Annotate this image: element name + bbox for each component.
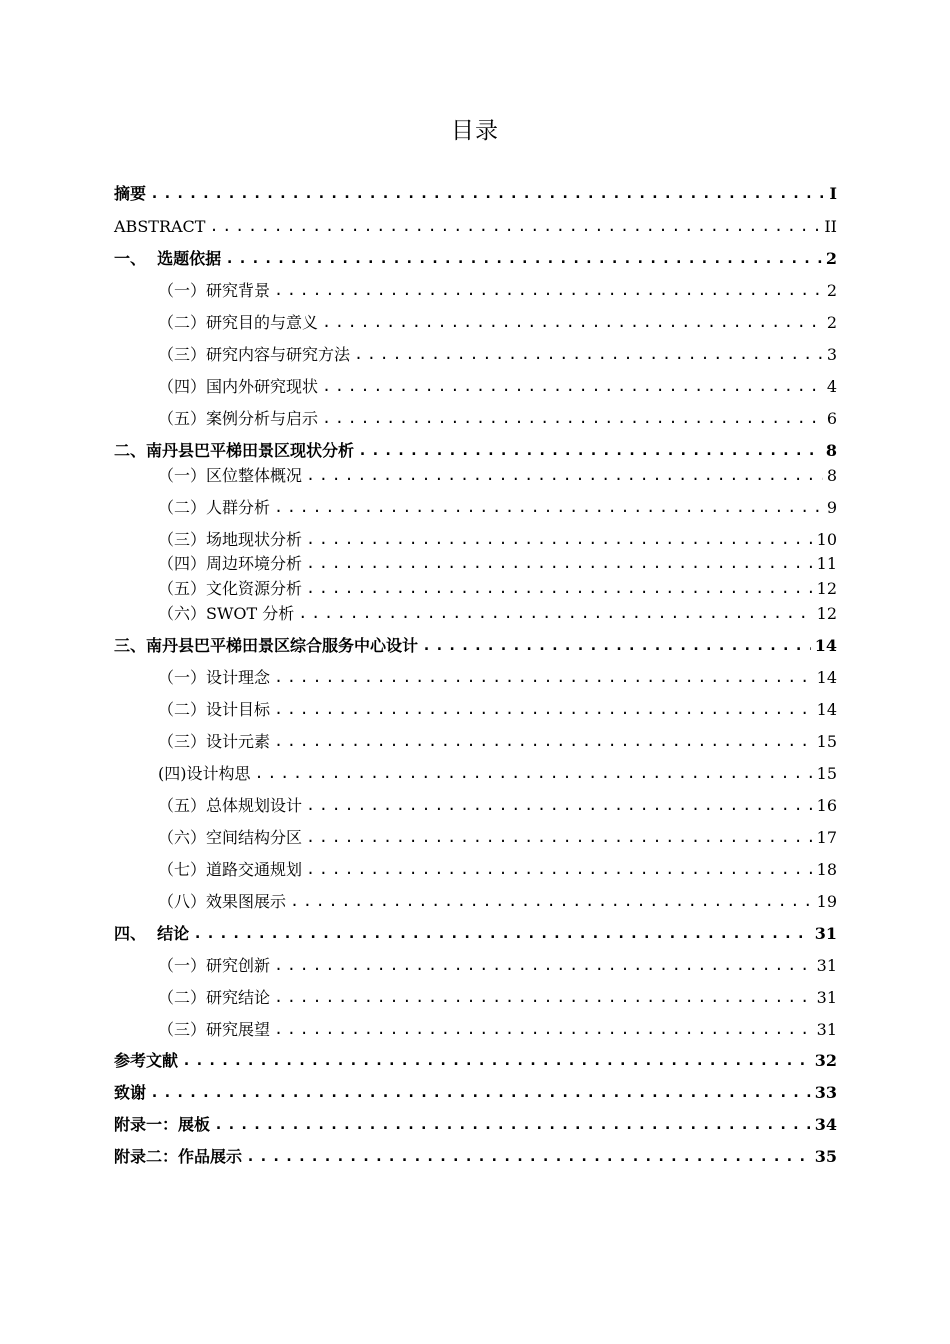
toc-entry	[158, 281, 837, 301]
toc-entry-label: （三）研究展望	[158, 1020, 271, 1039]
dot-leader	[306, 553, 813, 573]
dot-leader	[274, 955, 813, 975]
toc-entry-page-number: 2	[826, 281, 837, 300]
toc-entry	[158, 956, 837, 976]
toc-entry-label: ABSTRACT	[114, 217, 206, 236]
toc-entry-page-number: 31	[816, 1020, 837, 1039]
toc-entry	[158, 604, 837, 624]
toc-entry-page-number: 2	[826, 313, 837, 332]
dot-leader	[182, 1050, 811, 1070]
toc-entry-label: 一、 选题依据	[114, 249, 222, 268]
dot-leader	[193, 923, 811, 943]
dot-leader	[246, 1146, 811, 1166]
toc-entry-label: （三）设计元素	[158, 732, 271, 751]
toc-entry-label: （二）设计目标	[158, 700, 271, 719]
dot-leader	[298, 603, 812, 623]
dot-leader	[306, 578, 813, 598]
toc-entry-label: （一）研究创新	[158, 956, 271, 975]
toc-entry-page-number: 8	[825, 441, 837, 460]
dot-leader	[150, 1082, 811, 1102]
toc-entry-label: （六）空间结构分区	[158, 828, 303, 847]
dot-leader	[306, 859, 813, 879]
toc-entry	[158, 377, 837, 397]
toc-entry	[158, 313, 837, 333]
toc-entry	[158, 554, 837, 574]
toc-entry	[158, 409, 837, 429]
toc-entry-page-number: 19	[816, 892, 837, 911]
toc-entry-label: （二）研究结论	[158, 988, 271, 1007]
dot-leader	[306, 827, 813, 847]
toc-entry-page-number: 31	[816, 988, 837, 1007]
toc-entry-label: 摘要	[114, 184, 147, 203]
toc-entry	[158, 796, 837, 816]
toc-entry-page-number: 2	[825, 249, 837, 268]
dot-leader	[274, 699, 813, 719]
toc-entry	[114, 924, 837, 944]
toc-entry-page-number: 33	[814, 1083, 837, 1102]
toc-entry	[114, 1051, 837, 1071]
toc-entry	[158, 732, 837, 752]
toc-entry-label: （三）研究内容与研究方法	[158, 345, 351, 364]
toc-entry-label: （六）SWOT 分析	[158, 604, 295, 623]
toc-entry-page-number: 15	[816, 732, 837, 751]
toc-entry	[114, 249, 837, 269]
toc-entry-page-number: II	[824, 217, 837, 236]
toc-entry-page-number: 34	[814, 1115, 837, 1134]
toc-entry	[114, 1083, 837, 1103]
toc-entry-page-number: 35	[814, 1147, 837, 1166]
dot-leader	[422, 635, 811, 655]
toc-entry	[158, 1020, 837, 1040]
toc-entry-label: （三）场地现状分析	[158, 530, 303, 549]
toc-entry-page-number: 11	[816, 554, 837, 573]
toc-entry	[158, 828, 837, 848]
toc-entry-page-number: 18	[816, 860, 837, 879]
toc-entry-page-number: 16	[816, 796, 837, 815]
toc-entry	[158, 498, 837, 518]
toc-entry-label: 二、南丹县巴平梯田景区现状分析	[114, 441, 355, 460]
dot-leader	[322, 408, 823, 428]
toc-entry-label: 附录一：展板	[114, 1115, 211, 1134]
toc-entry-label: （五）总体规划设计	[158, 796, 303, 815]
toc-entry-page-number: 12	[816, 604, 837, 623]
toc-entry-label: （四）国内外研究现状	[158, 377, 319, 396]
toc-entry	[114, 1147, 837, 1167]
toc-entry	[158, 345, 837, 365]
toc-entry-page-number: 32	[814, 1051, 837, 1070]
toc-entry-page-number: 4	[826, 377, 837, 396]
toc-entry-page-number: 12	[816, 579, 837, 598]
dot-leader	[255, 763, 813, 783]
toc-entry-page-number: 10	[816, 530, 837, 549]
toc-entry-label: 四、 结论	[114, 924, 190, 943]
toc-entry	[158, 530, 837, 550]
toc-entry	[158, 988, 837, 1008]
toc-entry	[158, 668, 837, 688]
toc-entry-page-number: I	[829, 184, 837, 203]
toc-entry-label: （二）研究目的与意义	[158, 313, 319, 332]
dot-leader	[274, 667, 813, 687]
toc-entry-label: (四)设计构思	[158, 764, 251, 783]
toc-entry-label: 参考文献	[114, 1051, 179, 1070]
dot-leader	[150, 183, 826, 203]
toc-entry-page-number: 31	[816, 956, 837, 975]
dot-leader	[306, 465, 823, 485]
toc-entry-page-number: 14	[816, 668, 837, 687]
toc-entry-page-number: 14	[814, 636, 837, 655]
toc-entry	[158, 700, 837, 720]
dot-leader	[274, 987, 813, 1007]
toc-entry-page-number: 8	[826, 466, 837, 485]
dot-leader	[290, 891, 813, 911]
toc-entry-page-number: 31	[814, 924, 837, 943]
toc-entry-label: （七）道路交通规划	[158, 860, 303, 879]
toc-entry-page-number: 9	[826, 498, 837, 517]
toc-entry	[158, 579, 837, 599]
toc-entry-page-number: 14	[816, 700, 837, 719]
dot-leader	[225, 248, 822, 268]
toc-entry-label: （五）文化资源分析	[158, 579, 303, 598]
toc-entry	[158, 892, 837, 912]
dot-leader	[322, 376, 823, 396]
toc-entry	[158, 860, 837, 880]
toc-entry-page-number: 6	[826, 409, 837, 428]
dot-leader	[274, 280, 823, 300]
dot-leader	[306, 529, 813, 549]
toc-entry	[114, 636, 837, 656]
dot-leader	[214, 1114, 811, 1134]
toc-entry-label: 致谢	[114, 1083, 147, 1102]
toc-entry-label: 三、南丹县巴平梯田景区综合服务中心设计	[114, 636, 419, 655]
dot-leader	[274, 1019, 813, 1039]
toc-entry-page-number: 17	[816, 828, 837, 847]
toc-entry-page-number: 15	[816, 764, 837, 783]
toc-entry-label: 附录二：作品展示	[114, 1147, 243, 1166]
dot-leader	[274, 497, 823, 517]
dot-leader	[209, 216, 820, 236]
toc-entry-label: （一）设计理念	[158, 668, 271, 687]
toc-entry	[158, 764, 837, 784]
toc-entry-label: （五）案例分析与启示	[158, 409, 319, 428]
toc-entry	[158, 466, 837, 486]
toc-entry	[114, 217, 837, 237]
toc-entry	[114, 1115, 837, 1135]
toc-entry-label: （四）周边环境分析	[158, 554, 303, 573]
toc-entry-label: （一）研究背景	[158, 281, 271, 300]
dot-leader	[274, 731, 813, 751]
toc-entry-label: （二）人群分析	[158, 498, 271, 517]
toc-entry	[114, 441, 837, 461]
dot-leader	[358, 440, 822, 460]
dot-leader	[322, 312, 823, 332]
dot-leader	[306, 795, 813, 815]
toc-title: 目录	[451, 118, 499, 144]
toc-entry	[114, 184, 837, 204]
dot-leader	[354, 344, 823, 364]
toc-entry-label: （一）区位整体概况	[158, 466, 303, 485]
toc-entry-page-number: 3	[826, 345, 837, 364]
toc-entry-label: （八）效果图展示	[158, 892, 287, 911]
